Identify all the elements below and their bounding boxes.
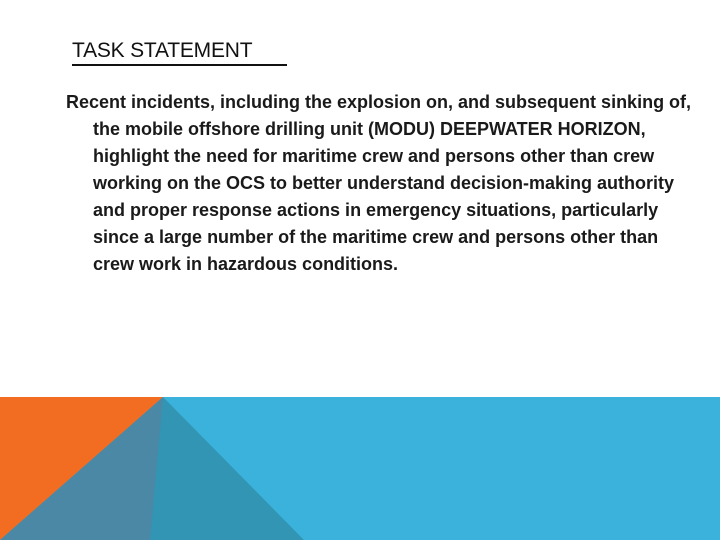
- decorative-footer-shapes: [0, 397, 720, 540]
- title-underline: [72, 64, 287, 66]
- slide-title: TASK STATEMENT: [72, 39, 253, 62]
- task-statement-body: Recent incidents, including the explosion on, and subsequent sinking of, the mobile offshore drilling unit (MODU) DEEPWATER HORIZON, highlight the need for maritime crew and persons other than crew working on the OCS to better understand decision-making authority and proper response actions in emergency situations, particularly since a large number of the maritime crew and persons other than crew work in hazardous conditions.: [66, 92, 692, 274]
